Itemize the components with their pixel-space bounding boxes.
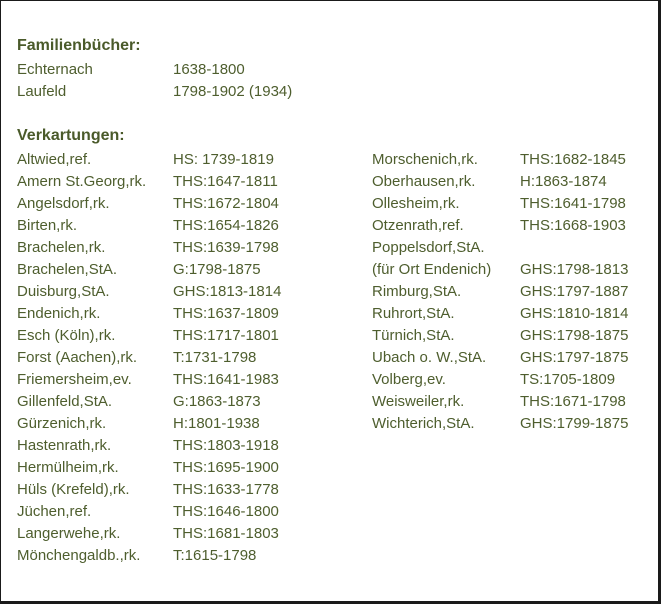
place-name: Oberhausen,rk. [372, 173, 476, 190]
record-range: THS:1654-1826 [173, 217, 279, 234]
place-name: Birten,rk. [17, 217, 78, 234]
record-range: THS:1641-1983 [173, 371, 279, 388]
verkartung-row [1, 303, 658, 325]
place-name: (für Ort Endenich) [372, 261, 492, 278]
place-name: Wichterich,StA. [372, 415, 475, 432]
record-range: T:1615-1798 [173, 547, 257, 564]
record-range: THS:1695-1900 [173, 459, 279, 476]
verkartung-row [1, 215, 658, 237]
place-name: Morschenich,rk. [372, 151, 478, 168]
place-name: Hüls (Krefeld),rk. [17, 481, 130, 498]
record-range: THS:1647-1811 [173, 173, 278, 190]
record-range: H:1801-1938 [173, 415, 260, 432]
record-range: GHS:1797-1887 [520, 283, 629, 300]
place-name: Volberg,ev. [372, 371, 446, 388]
place-name: Langerwehe,rk. [17, 525, 121, 542]
verkartung-row [1, 391, 658, 413]
record-range: H:1863-1874 [520, 173, 607, 190]
place-name: Mönchengaldb.,rk. [17, 547, 141, 564]
place-name: Ruhrort,StA. [372, 305, 455, 322]
verkartung-row [1, 149, 658, 171]
place-name: Brachelen,rk. [17, 239, 106, 256]
place-name: Rimburg,StA. [372, 283, 462, 300]
place-name: Otzenrath,ref. [372, 217, 464, 234]
place-name: Gürzenich,rk. [17, 415, 107, 432]
place-name: Ubach o. W.,StA. [372, 349, 487, 366]
place-name: Jüchen,ref. [17, 503, 92, 520]
record-range: G:1863-1873 [173, 393, 261, 410]
record-range: TS:1705-1809 [520, 371, 616, 388]
verkartung-row [1, 259, 658, 281]
record-range: THS:1672-1804 [173, 195, 279, 212]
record-range: THS:1717-1801 [173, 327, 279, 344]
place-name: Weisweiler,rk. [372, 393, 465, 410]
verkartung-row [1, 501, 658, 523]
place-name: Echternach [17, 61, 93, 78]
verkartung-row [1, 369, 658, 391]
place-name: Hastenrath,rk. [17, 437, 112, 454]
verkartungen-heading: Verkartungen: [17, 127, 125, 144]
place-name: Endenich,rk. [17, 305, 101, 322]
record-range: GHS:1813-1814 [173, 283, 282, 300]
place-name: Brachelen,StA. [17, 261, 118, 278]
place-name: Poppelsdorf,StA. [372, 239, 485, 256]
verkartung-row [1, 479, 658, 501]
place-name: Esch (Köln),rk. [17, 327, 116, 344]
place-name: Laufeld [17, 83, 67, 100]
record-range: THS:1671-1798 [520, 393, 626, 410]
record-range: THS:1646-1800 [173, 503, 279, 520]
record-range: GHS:1810-1814 [520, 305, 629, 322]
place-name: Angelsdorf,rk. [17, 195, 110, 212]
record-range: 1638-1800 [173, 61, 245, 78]
record-range: THS:1637-1809 [173, 305, 279, 322]
record-range: GHS:1798-1875 [520, 327, 629, 344]
verkartung-row [1, 193, 658, 215]
place-name: Amern St.Georg,rk. [17, 173, 147, 190]
place-name: Türnich,StA. [372, 327, 455, 344]
familienbuecher-heading: Familienbücher: [17, 37, 141, 54]
record-range: G:1798-1875 [173, 261, 261, 278]
record-range: GHS:1799-1875 [520, 415, 629, 432]
place-name: Duisburg,StA. [17, 283, 110, 300]
record-range: HS: 1739-1819 [173, 151, 274, 168]
verkartung-row [1, 457, 658, 479]
familienbuch-row [1, 81, 658, 103]
verkartung-row [1, 523, 658, 545]
familienbuch-row [1, 59, 658, 81]
record-range: THS:1803-1918 [173, 437, 279, 454]
place-name: Forst (Aachen),rk. [17, 349, 138, 366]
record-range: 1798-1902 (1934) [173, 83, 293, 100]
verkartung-row [1, 237, 658, 259]
place-name: Altwied,ref. [17, 151, 92, 168]
verkartung-row [1, 545, 658, 567]
record-range: THS:1681-1803 [173, 525, 279, 542]
record-range: GHS:1798-1813 [520, 261, 629, 278]
verkartung-row [1, 281, 658, 303]
place-name: Gillenfeld,StA. [17, 393, 113, 410]
verkartung-row [1, 171, 658, 193]
verkartung-row [1, 347, 658, 369]
record-range: THS:1639-1798 [173, 239, 279, 256]
record-range: T:1731-1798 [173, 349, 257, 366]
place-name: Ollesheim,rk. [372, 195, 460, 212]
verkartung-row [1, 413, 658, 435]
record-range: THS:1633-1778 [173, 481, 279, 498]
record-range: THS:1668-1903 [520, 217, 626, 234]
record-range: THS:1682-1845 [520, 151, 626, 168]
place-name: Friemersheim,ev. [17, 371, 132, 388]
verkartung-row [1, 325, 658, 347]
place-name: Hermülheim,rk. [17, 459, 119, 476]
verkartung-row [1, 435, 658, 457]
record-range: GHS:1797-1875 [520, 349, 629, 366]
record-range: THS:1641-1798 [520, 195, 626, 212]
